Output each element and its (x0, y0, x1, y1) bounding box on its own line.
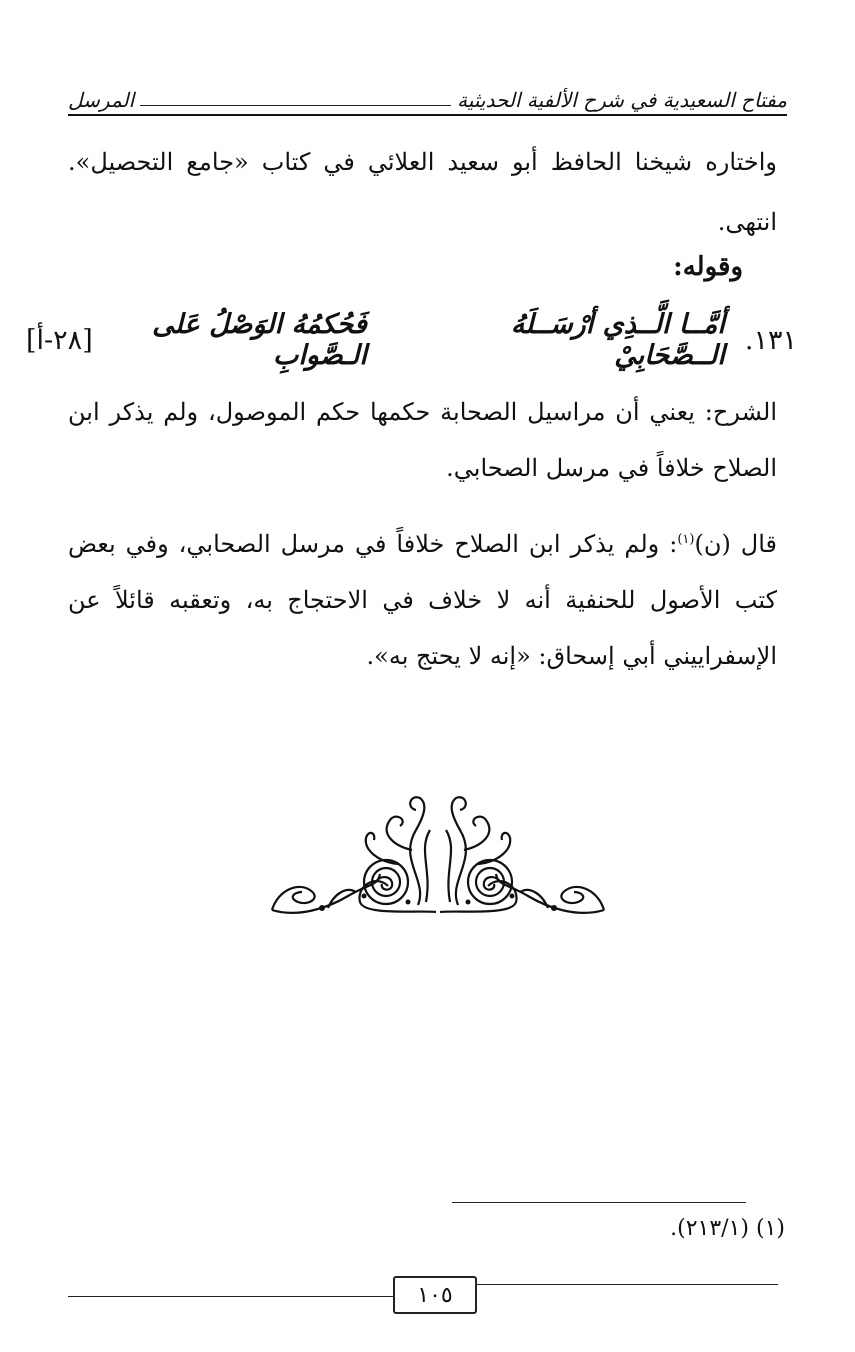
header-rule (68, 114, 787, 116)
manuscript-folio-ref: [٢٨-أ] (26, 324, 93, 356)
running-header (68, 78, 787, 112)
book-title: مفتاح السعيدية في شرح الألفية الحديثية (457, 88, 787, 112)
verse-number: ١٣١. (744, 324, 797, 356)
paragraph-2: الشرح: يعني أن مراسيل الصحابة حكمها حكم الموصول، ولم يذكر ابن الصلاح خلافاً في مرسل الصحابي. (68, 398, 777, 482)
floral-ornament-icon (268, 790, 608, 925)
verse-label: وقوله: (673, 252, 743, 282)
folio-rule-right (473, 1284, 778, 1285)
paragraph-3-start: قال (ن) (694, 530, 777, 558)
paragraph-3-rest: : ولم يذكر ابن الصلاح خلافاً في مرسل الصحابي، وفي بعض كتب الأصول للحنفية أنه لا خلاف في الاحتجاج به، وتعقبه قائلاً عن الإسفراييني أبي إسحاق: «إنه لا يحتج به». (68, 530, 778, 670)
footnote-marker: (١) (677, 532, 695, 547)
verse-line (26, 309, 797, 371)
footnote-separator (452, 1202, 746, 1203)
section-title: المرسل (68, 88, 135, 112)
folio-rule-left (68, 1296, 393, 1297)
page-number: ١٠٥ (393, 1276, 477, 1314)
verse-hemistich-2: فَحُكمُهُ الوَصْلُ عَلى الـصَّوابِ (152, 309, 367, 371)
paragraph-1: واختاره شيخنا الحافظ أبو سعيد العلائي في كتاب «جامع التحصيل». انتهى. (68, 148, 777, 236)
footnote: (١) (٢١٣/١). (670, 1216, 785, 1241)
verse-hemistich-1: أمَّــا الَّــذِي أرْسَــلَهُ الــصَّحَابِيْ (510, 309, 725, 371)
header-dash-rule (140, 105, 451, 106)
paragraph-3 (68, 512, 777, 684)
